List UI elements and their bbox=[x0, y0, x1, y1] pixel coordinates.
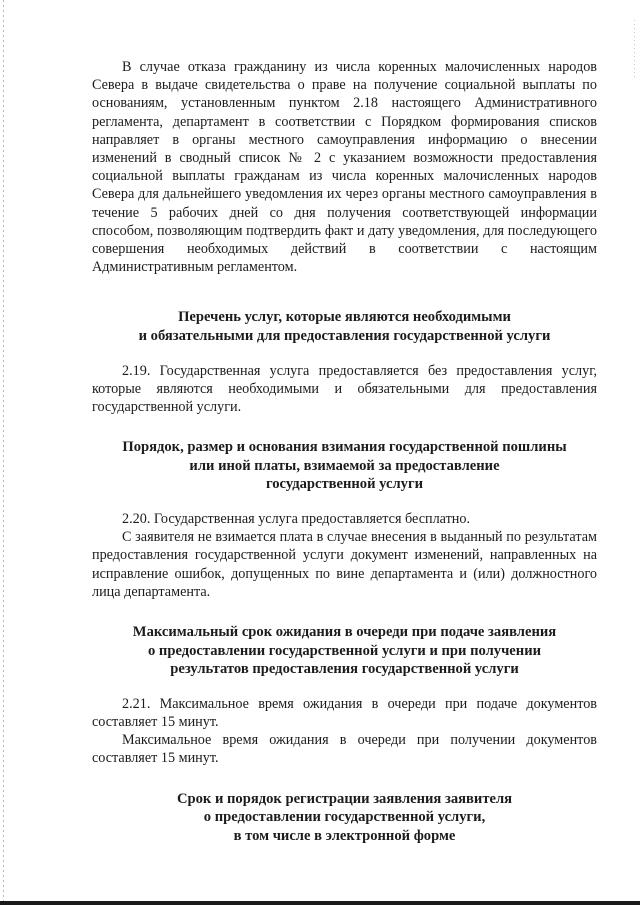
heading-line: о предоставлении государственной услуги, bbox=[203, 809, 486, 826]
spacer bbox=[92, 679, 597, 695]
heading-registration bbox=[92, 790, 597, 846]
heading-line: и обязательными для предоставления государственной услуги bbox=[138, 328, 551, 345]
heading-queue-time bbox=[92, 623, 597, 679]
paragraph-2-20: 2.20. Государственная услуга предоставляется бесплатно. bbox=[122, 511, 471, 528]
heading-line: или иной платы, взимаемой за предоставление bbox=[189, 457, 500, 474]
spacer bbox=[92, 346, 597, 362]
spacer bbox=[92, 494, 597, 510]
heading-line: в том числе в электронной форме bbox=[233, 827, 456, 844]
scan-bottom-edge bbox=[0, 901, 640, 905]
heading-required-services bbox=[92, 308, 597, 345]
heading-line: Порядок, размер и основания взимания государственной пошлины bbox=[122, 439, 567, 456]
heading-line: Срок и порядок регистрации заявления заявителя bbox=[176, 790, 513, 807]
heading-line: Максимальный срок ожидания в очереди при подаче заявления bbox=[132, 624, 557, 641]
heading-line: результатов предоставления государственной услуги bbox=[170, 661, 519, 678]
heading-line: государственной услуги bbox=[265, 476, 424, 493]
heading-state-fee bbox=[92, 438, 597, 494]
heading-line: о предоставлении государственной услуги и при получении bbox=[147, 642, 542, 659]
paragraph-refusal: В случае отказа гражданину из числа коренных малочисленных народов Севера в выдаче свидетельства о праве на получение социальной выплаты по основаниям, установленным пунктом 2.18 настоящего Административного регламента, департамент в соответствии с Порядком формирования списков направляет в органы местного самоуправления информацию о внесении изменений в сводный список № 2 с указанием возможности предоставления социальной выплаты гражданам из числа коренных малочисленных народов Севера для дальнейшего уведомления их через органы местного самоуправления в течение 5 рабочих дней со дня получения соответствующей информации способом, позволяющим подтвердить факт и дату уведомления, для последующего совершения необходимых действий в соответствии с настоящим Административным регламентом. bbox=[92, 59, 597, 276]
paragraph-2-20-fee-exemption: С заявителя не взимается плата в случае внесения в выданный по результатам предоставления государственной услуги документ изменений, направленных на исправление ошибок, допущенных по вине департамента и (или) должностного лица департамента. bbox=[92, 529, 597, 600]
spacer bbox=[92, 601, 597, 623]
spacer bbox=[92, 276, 597, 308]
paragraph-2-19: 2.19. Государственная услуга предоставляется без предоставления услуг, которые являются необходимыми и обязательными для предоставления государственной услуги. bbox=[92, 362, 597, 416]
scan-left-edge bbox=[3, 0, 4, 905]
spacer bbox=[92, 416, 597, 438]
scan-right-edge bbox=[634, 20, 635, 80]
heading-line: Перечень услуг, которые являются необходимыми bbox=[178, 309, 511, 326]
document-page bbox=[92, 58, 597, 845]
paragraph-2-21: 2.21. Максимальное время ожидания в очереди при подаче документов составляет 15 минут. bbox=[92, 695, 597, 731]
spacer bbox=[92, 768, 597, 790]
paragraph-2-21-receipt: Максимальное время ожидания в очереди при получении документов составляет 15 минут. bbox=[92, 732, 597, 767]
